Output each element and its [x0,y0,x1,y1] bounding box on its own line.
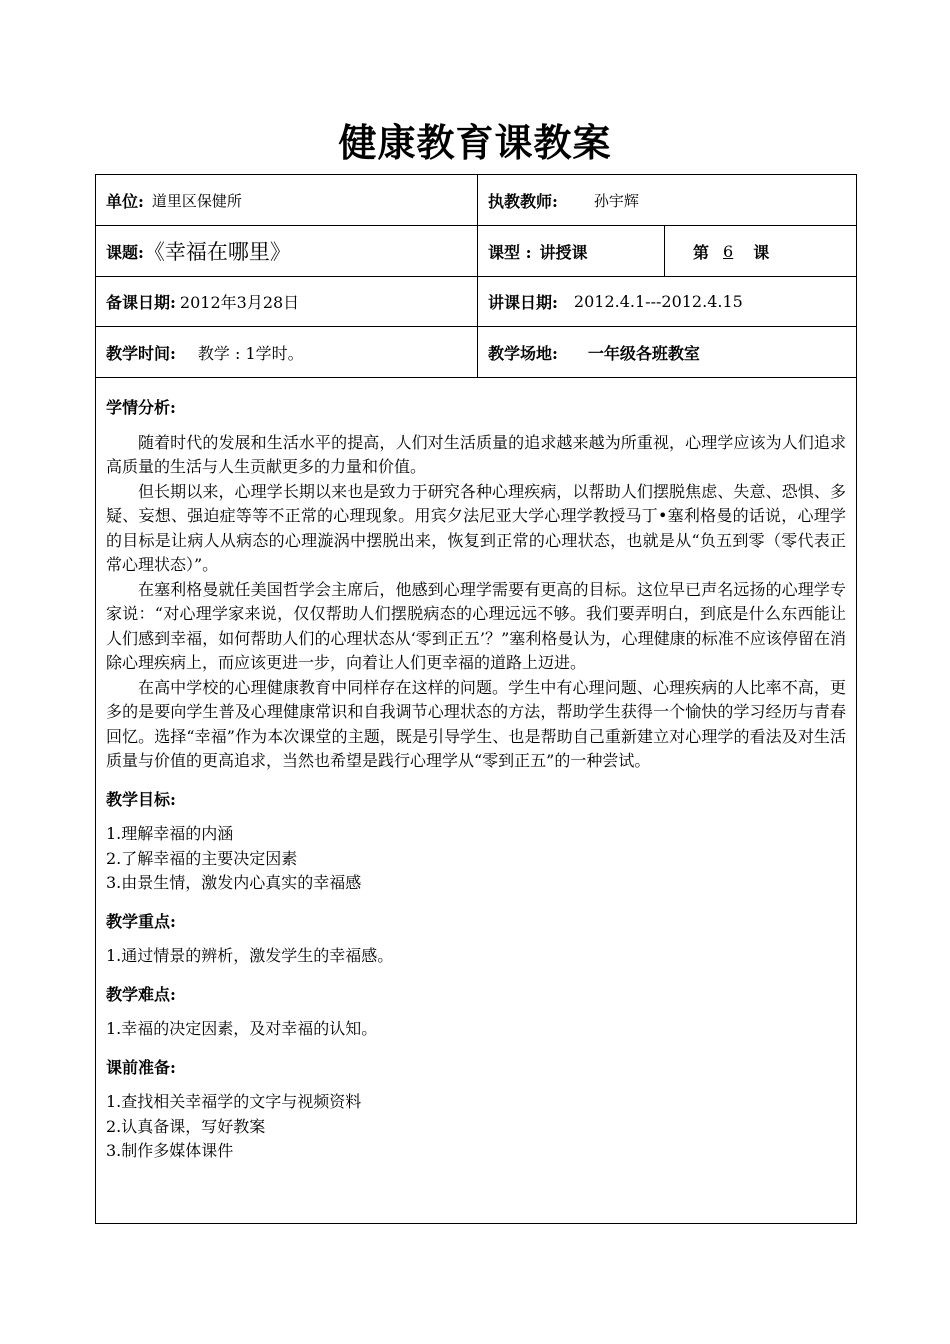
prep-date-label: 备课日期: [106,293,176,312]
lesson-number: 6 [723,241,734,261]
analysis-paragraph: 随着时代的发展和生活水平的提高，人们对生活质量的追求越来越为所重视，心理学应该为人们追求高质量的生活与人生贡献更多的力量和价值。 [106,432,846,476]
teacher-cell [478,175,856,225]
time-value: 教学 : 1学时。 [197,343,304,363]
topic-label: 课题: [106,242,144,262]
lesson-prefix: 第 [693,242,710,262]
time-label: 教学时间: [106,343,176,363]
unit-label: 单位: [106,191,144,211]
topic-value: 《幸福在哪里》 [143,240,291,264]
difficulties-heading: 教学难点: [106,984,176,1004]
row-time-venue [96,327,856,378]
row-unit-teacher [96,175,856,226]
type-cell [478,226,665,276]
type-value: 讲授课 [539,242,588,262]
analysis-heading: 学情分析: [106,398,176,417]
preparation-heading: 课前准备: [106,1057,176,1077]
teacher-value: 孙宇辉 [593,191,639,210]
row-topic-type [96,226,856,277]
objective-item: 1.理解幸福的内涵 [106,824,234,843]
lecture-date-label: 讲课日期: [488,293,558,312]
objective-item: 2.了解幸福的主要决定因素 [106,848,298,868]
lecture-date-value: 2012.4.1---2012.4.15 [573,292,743,311]
prep-date-value: 2012年3月28日 [179,293,300,312]
prep-date-cell [96,277,478,326]
unit-value: 道里区保健所 [151,191,242,210]
lesson-suffix: 课 [753,242,770,262]
page-title: 健康教育课教案 [338,120,612,165]
venue-cell [478,327,856,377]
row-dates [96,277,856,327]
objectives-heading: 教学目标: [106,789,176,809]
preparation-item: 1.查找相关幸福学的文字与视频资料 [106,1092,362,1111]
preparation-item: 3.制作多媒体课件 [106,1141,234,1160]
lesson-number-cell [665,226,856,276]
key-point-item: 1.通过情景的辨析，激发学生的幸福感。 [106,946,394,965]
lesson-plan-table [95,174,857,1224]
venue-label: 教学场地: [488,343,558,363]
key-points-heading: 教学重点: [106,911,176,931]
teacher-label: 执教教师: [488,191,558,211]
preparation-item: 2.认真备课，写好教案 [106,1116,266,1136]
analysis-paragraph: 在塞利格曼就任美国哲学会主席后，他感到心理学需要有更高的目标。这位早已声名远扬的心理学专家说：“对心理学家来说，仅仅帮助人们摆脱病态的心理远远不够。我们要弄明白，到底是什么东西能让人们感到幸福，如何帮助人们的心理状态从‘零到正五’？”塞利格曼认为，心理健康的标准不应该停留在消除心理疾病上，而应该更进一步，向着让人们更幸福的道路上迈进。 [106,579,846,672]
objective-item: 3.由景生情，激发内心真实的幸福感 [106,873,362,892]
topic-cell [96,226,478,276]
type-label: 课型 : [488,242,532,262]
time-cell [96,327,478,377]
lesson-body [96,378,856,1223]
venue-value: 一年级各班教室 [587,343,700,363]
difficulty-item: 1.幸福的决定因素，及对幸福的认知。 [106,1019,378,1038]
analysis-paragraph: 但长期以来，心理学长期以来也是致力于研究各种心理疾病，以帮助人们摆脱焦虑、失意、恐惧、多疑、妄想、强迫症等等不正常的心理现象。用宾夕法尼亚大学心理学教授马丁•塞利格曼的话说，心理学的目标是让病人从病态的心理漩涡中摆脱出来，恢复到正常的心理状态，也就是从“负五到零（零代表正常心理状态）”。 [106,481,846,574]
lecture-date-cell [478,277,856,326]
analysis-paragraph: 在高中学校的心理健康教育中同样存在这样的问题。学生中有心理问题、心理疾病的人比率不高，更多的是要向学生普及心理健康常识和自我调节心理状态的方法，帮助学生获得一个愉快的学习经历与青春回忆。选择“幸福”作为本次课堂的主题，既是引导学生、也是帮助自己重新建立对心理学的看法及对生活质量与价值的更高追求，当然也希望是践行心理学从“零到正五”的一种尝试。 [106,677,846,770]
unit-cell [96,175,478,225]
